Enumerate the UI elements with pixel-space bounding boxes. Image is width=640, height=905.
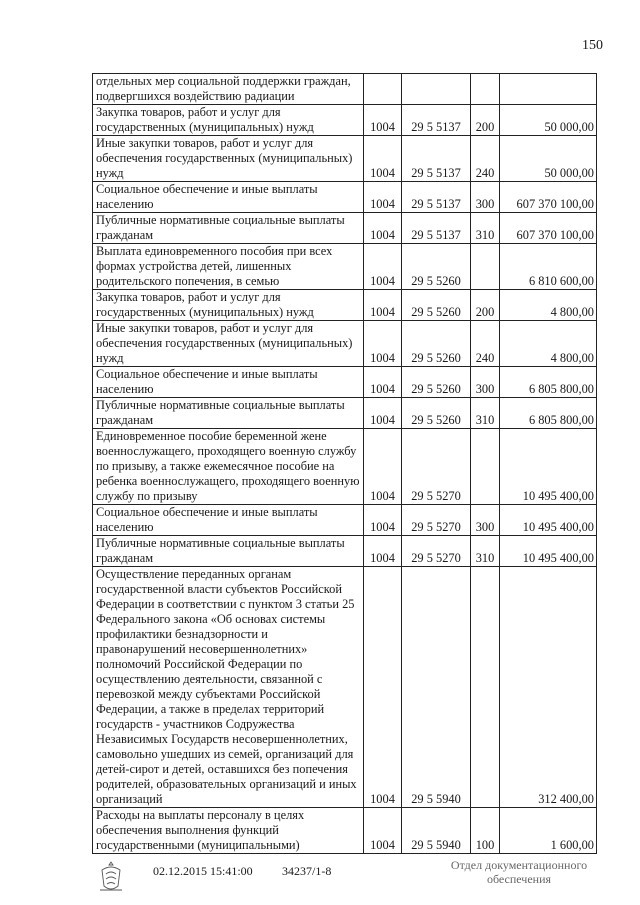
cell-target-article: 29 5 5270 — [402, 536, 471, 567]
cell-amount: 10 495 400,00 — [500, 505, 597, 536]
cell-description: Публичные нормативные социальные выплаты гражданам — [93, 398, 364, 429]
cell-section-code — [364, 74, 402, 105]
cell-expense-type — [471, 429, 500, 505]
cell-description: Выплата единовременного пособия при всех формах устройства детей, лишенных родительского попечения, в семью — [93, 244, 364, 290]
footer-document-number: 34237/1-8 — [282, 864, 332, 878]
table-body — [93, 74, 597, 854]
table-row — [93, 567, 597, 808]
cell-amount: 50 000,00 — [500, 105, 597, 136]
cell-target-article: 29 5 5137 — [402, 136, 471, 182]
cell-description: Осуществление переданных органам государственной власти субъектов Российской Федерации в соответствии с пунктом 3 статьи 25 Федерального закона «Об основах системы профилактики безнадзорности и правонарушений несовершеннолетних» полномочий Российской Федерации по осуществлению деятельности, связанной с перевозкой между субъектами Российской Федерации, а также в пределах территорий государств - участников Содружества Независимых Государств несовершеннолетних, самовольно ушедших из семей, организаций для детей-сирот и детей, оставшихся без попечения родителей, образовательных организаций и иных организаций — [93, 567, 364, 808]
cell-description: Расходы на выплаты персоналу в целях обеспечения выполнения функций государственными (муниципальными) — [93, 808, 364, 854]
cell-target-article: 29 5 5260 — [402, 244, 471, 290]
table-row — [93, 505, 597, 536]
cell-target-article: 29 5 5260 — [402, 290, 471, 321]
cell-section-code: 1004 — [364, 536, 402, 567]
cell-section-code: 1004 — [364, 290, 402, 321]
cell-target-article: 29 5 5260 — [402, 398, 471, 429]
cell-expense-type: 100 — [471, 808, 500, 854]
cell-target-article: 29 5 5940 — [402, 808, 471, 854]
cell-expense-type: 240 — [471, 136, 500, 182]
cell-section-code: 1004 — [364, 244, 402, 290]
cell-target-article — [402, 74, 471, 105]
cell-amount: 4 800,00 — [500, 321, 597, 367]
cell-expense-type: 300 — [471, 367, 500, 398]
cell-description: Социальное обеспечение и иные выплаты населению — [93, 367, 364, 398]
cell-target-article: 29 5 5137 — [402, 182, 471, 213]
cell-section-code: 1004 — [364, 321, 402, 367]
cell-amount: 50 000,00 — [500, 136, 597, 182]
cell-description: Социальное обеспечение и иные выплаты населению — [93, 182, 364, 213]
cell-target-article: 29 5 5940 — [402, 567, 471, 808]
cell-target-article: 29 5 5260 — [402, 321, 471, 367]
cell-amount: 6 810 600,00 — [500, 244, 597, 290]
cell-description: Закупка товаров, работ и услуг для государственных (муниципальных) нужд — [93, 290, 364, 321]
cell-expense-type: 310 — [471, 398, 500, 429]
cell-target-article: 29 5 5137 — [402, 105, 471, 136]
cell-amount: 312 400,00 — [500, 567, 597, 808]
cell-target-article: 29 5 5270 — [402, 429, 471, 505]
cell-description: Социальное обеспечение и иные выплаты населению — [93, 505, 364, 536]
cell-expense-type: 240 — [471, 321, 500, 367]
table-row — [93, 536, 597, 567]
cell-section-code: 1004 — [364, 213, 402, 244]
budget-table — [92, 73, 597, 854]
cell-section-code: 1004 — [364, 808, 402, 854]
cell-section-code: 1004 — [364, 567, 402, 808]
cell-section-code: 1004 — [364, 505, 402, 536]
cell-section-code: 1004 — [364, 136, 402, 182]
cell-target-article: 29 5 5260 — [402, 367, 471, 398]
table-row — [93, 808, 597, 854]
cell-expense-type: 310 — [471, 536, 500, 567]
cell-expense-type: 300 — [471, 182, 500, 213]
cell-expense-type: 200 — [471, 105, 500, 136]
cell-amount — [500, 74, 597, 105]
cell-expense-type — [471, 244, 500, 290]
cell-expense-type: 300 — [471, 505, 500, 536]
cell-amount: 6 805 800,00 — [500, 367, 597, 398]
cell-amount: 4 800,00 — [500, 290, 597, 321]
cell-expense-type — [471, 74, 500, 105]
emblem-icon — [98, 860, 124, 894]
table-row — [93, 244, 597, 290]
cell-description: Иные закупки товаров, работ и услуг для обеспечения государственных (муниципальных) нужд — [93, 321, 364, 367]
cell-expense-type — [471, 567, 500, 808]
cell-amount: 6 805 800,00 — [500, 398, 597, 429]
cell-section-code: 1004 — [364, 398, 402, 429]
table-row — [93, 290, 597, 321]
cell-description: Публичные нормативные социальные выплаты гражданам — [93, 536, 364, 567]
footer-department-stamp: Отдел документационного обеспечения — [450, 858, 588, 886]
cell-amount: 10 495 400,00 — [500, 536, 597, 567]
page-number: 150 — [582, 38, 603, 53]
cell-section-code: 1004 — [364, 182, 402, 213]
cell-description: Закупка товаров, работ и услуг для государственных (муниципальных) нужд — [93, 105, 364, 136]
cell-expense-type: 200 — [471, 290, 500, 321]
table-row — [93, 321, 597, 367]
cell-amount: 607 370 100,00 — [500, 213, 597, 244]
table-row — [93, 105, 597, 136]
footer-datetime: 02.12.2015 15:41:00 — [153, 864, 253, 878]
footer — [0, 858, 640, 898]
table-row — [93, 74, 597, 105]
cell-section-code: 1004 — [364, 429, 402, 505]
cell-section-code: 1004 — [364, 105, 402, 136]
cell-amount: 1 600,00 — [500, 808, 597, 854]
cell-amount: 10 495 400,00 — [500, 429, 597, 505]
cell-target-article: 29 5 5270 — [402, 505, 471, 536]
cell-description: Публичные нормативные социальные выплаты гражданам — [93, 213, 364, 244]
table-row — [93, 398, 597, 429]
cell-description: Единовременное пособие беременной жене военнослужащего, проходящего военную службу по призыву, а также ежемесячное пособие на ребенка военнослужащего, проходящего военную службу по призыву — [93, 429, 364, 505]
cell-amount: 607 370 100,00 — [500, 182, 597, 213]
cell-expense-type: 310 — [471, 213, 500, 244]
table-row — [93, 213, 597, 244]
cell-description: отдельных мер социальной поддержки граждан, подвергшихся воздействию радиации — [93, 74, 364, 105]
cell-target-article: 29 5 5137 — [402, 213, 471, 244]
cell-section-code: 1004 — [364, 367, 402, 398]
table-row — [93, 136, 597, 182]
table-row — [93, 182, 597, 213]
table-row — [93, 429, 597, 505]
table-row — [93, 367, 597, 398]
cell-description: Иные закупки товаров, работ и услуг для обеспечения государственных (муниципальных) нужд — [93, 136, 364, 182]
